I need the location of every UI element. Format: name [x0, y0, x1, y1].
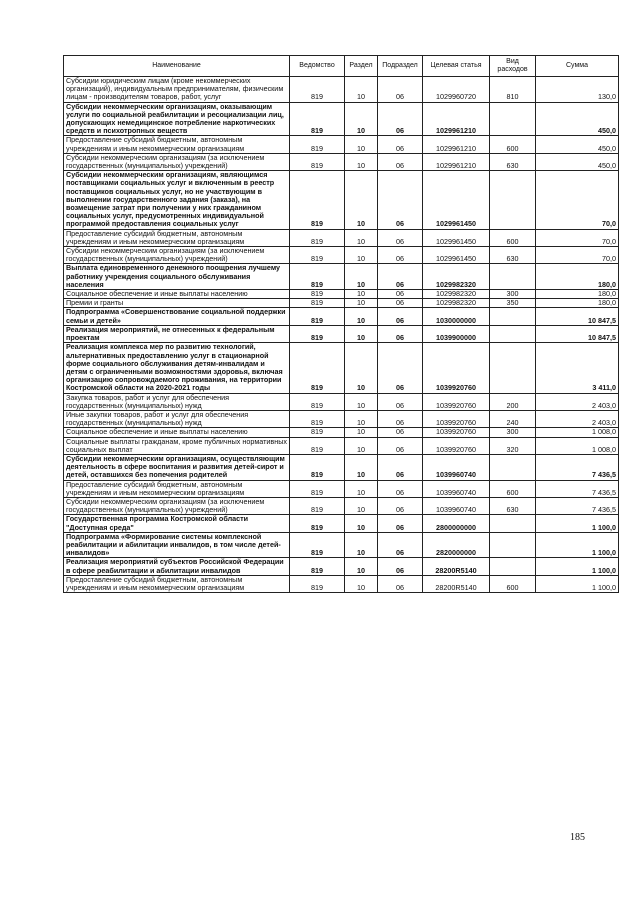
cell-kind	[490, 532, 536, 558]
cell-dept: 819	[290, 153, 345, 170]
cell-kind: 810	[490, 77, 536, 103]
table-row	[64, 247, 619, 264]
cell-target: 1029982320	[423, 290, 490, 299]
cell-name: Социальные выплаты гражданам, кроме публичных нормативных социальных выплат	[64, 437, 290, 454]
cell-name: Социальное обеспечение и иные выплаты населению	[64, 290, 290, 299]
cell-name: Субсидии некоммерческим организациям (за исключением государственных (муниципальных) учреждений)	[64, 153, 290, 170]
cell-dept: 819	[290, 437, 345, 454]
cell-subsection: 06	[378, 325, 423, 342]
cell-section: 10	[345, 77, 378, 103]
cell-target: 1039960740	[423, 497, 490, 514]
cell-sum: 2 403,0	[536, 393, 619, 410]
cell-name: Субсидии юридическим лицам (кроме некоммерческих организаций), индивидуальным предпринимателям, физическим лицам - производителям товаров, работ, услуг	[64, 77, 290, 103]
cell-subsection: 06	[378, 532, 423, 558]
cell-subsection: 06	[378, 410, 423, 427]
cell-kind	[490, 325, 536, 342]
cell-sum: 70,0	[536, 171, 619, 229]
cell-dept: 819	[290, 497, 345, 514]
cell-sum: 10 847,5	[536, 308, 619, 325]
cell-target: 1029961210	[423, 102, 490, 136]
cell-target: 1039920760	[423, 343, 490, 393]
header-name: Наименование	[64, 56, 290, 77]
cell-dept: 819	[290, 454, 345, 480]
cell-subsection: 06	[378, 290, 423, 299]
cell-subsection: 06	[378, 515, 423, 532]
cell-dept: 819	[290, 558, 345, 575]
cell-dept: 819	[290, 171, 345, 229]
cell-subsection: 06	[378, 229, 423, 246]
table-row	[64, 480, 619, 497]
cell-sum: 180,0	[536, 290, 619, 299]
cell-kind: 600	[490, 229, 536, 246]
cell-name: Предоставление субсидий бюджетным, автономным учреждениям и иным некоммерческим организациям	[64, 575, 290, 592]
cell-sum: 7 436,5	[536, 454, 619, 480]
cell-section: 10	[345, 229, 378, 246]
header-target: Целевая статья	[423, 56, 490, 77]
cell-kind: 300	[490, 290, 536, 299]
cell-kind: 300	[490, 428, 536, 437]
cell-kind: 200	[490, 393, 536, 410]
cell-name: Реализация мероприятий, не отнесенных к федеральным проектам	[64, 325, 290, 342]
cell-target: 1030000000	[423, 308, 490, 325]
cell-section: 10	[345, 136, 378, 153]
cell-kind	[490, 454, 536, 480]
cell-kind	[490, 308, 536, 325]
table-row	[64, 558, 619, 575]
cell-section: 10	[345, 558, 378, 575]
cell-section: 10	[345, 454, 378, 480]
cell-sum: 7 436,5	[536, 480, 619, 497]
header-sum: Сумма	[536, 56, 619, 77]
cell-target: 1029961450	[423, 247, 490, 264]
cell-sum: 70,0	[536, 247, 619, 264]
cell-subsection: 06	[378, 428, 423, 437]
table-row	[64, 299, 619, 308]
cell-target: 1039920760	[423, 410, 490, 427]
cell-dept: 819	[290, 575, 345, 592]
cell-name: Иные закупки товаров, работ и услуг для обеспечения государственных (муниципальных) нужд	[64, 410, 290, 427]
cell-sum: 1 100,0	[536, 515, 619, 532]
cell-subsection: 06	[378, 171, 423, 229]
table-row	[64, 77, 619, 103]
cell-dept: 819	[290, 264, 345, 290]
cell-name: Предоставление субсидий бюджетным, автономным учреждениям и иным некоммерческим организациям	[64, 136, 290, 153]
cell-kind: 630	[490, 247, 536, 264]
cell-target: 1039920760	[423, 437, 490, 454]
cell-sum: 180,0	[536, 299, 619, 308]
table-row	[64, 229, 619, 246]
cell-kind: 600	[490, 136, 536, 153]
cell-kind: 630	[490, 497, 536, 514]
cell-kind	[490, 264, 536, 290]
table-header	[64, 56, 619, 77]
header-section: Раздел	[345, 56, 378, 77]
cell-name: Премии и гранты	[64, 299, 290, 308]
cell-section: 10	[345, 264, 378, 290]
cell-sum: 3 411,0	[536, 343, 619, 393]
cell-section: 10	[345, 308, 378, 325]
budget-table	[63, 55, 619, 593]
cell-name: Социальное обеспечение и иные выплаты населению	[64, 428, 290, 437]
cell-dept: 819	[290, 532, 345, 558]
cell-subsection: 06	[378, 264, 423, 290]
cell-subsection: 06	[378, 299, 423, 308]
cell-sum: 10 847,5	[536, 325, 619, 342]
table-row	[64, 393, 619, 410]
cell-subsection: 06	[378, 437, 423, 454]
cell-name: Реализация комплекса мер по развитию технологий, альтернативных предоставлению услуг в стационарной форме социального обслуживания детям-инвалидам и детям с ограниченными возможностями здоровья, включая организацию сопровождаемого проживания, на территории Костромской области на 2020-2021 годы	[64, 343, 290, 393]
cell-section: 10	[345, 497, 378, 514]
cell-name: Подпрограмма «Совершенствование социальной поддержки семьи и детей»	[64, 308, 290, 325]
cell-name: Субсидии некоммерческим организациям, оказывающим услуги по социальной реабилитации и ресоциализации лиц, допускающих немедицинское потребление наркотических средств и психотропных веществ	[64, 102, 290, 136]
cell-target: 1029961210	[423, 136, 490, 153]
cell-sum: 1 100,0	[536, 532, 619, 558]
cell-subsection: 06	[378, 575, 423, 592]
cell-section: 10	[345, 437, 378, 454]
cell-subsection: 06	[378, 558, 423, 575]
cell-target: 1029982320	[423, 299, 490, 308]
cell-kind: 240	[490, 410, 536, 427]
cell-kind: 600	[490, 480, 536, 497]
cell-sum: 7 436,5	[536, 497, 619, 514]
cell-sum: 130,0	[536, 77, 619, 103]
table-row	[64, 428, 619, 437]
cell-dept: 819	[290, 410, 345, 427]
cell-target: 1029961210	[423, 153, 490, 170]
cell-section: 10	[345, 343, 378, 393]
cell-sum: 1 008,0	[536, 437, 619, 454]
cell-target: 1039960740	[423, 480, 490, 497]
cell-target: 1029960720	[423, 77, 490, 103]
cell-subsection: 06	[378, 343, 423, 393]
table-row	[64, 532, 619, 558]
header-dept: Ведомство	[290, 56, 345, 77]
cell-dept: 819	[290, 247, 345, 264]
cell-section: 10	[345, 410, 378, 427]
cell-name: Реализация мероприятий субъектов Российской Федерации в сфере реабилитации и абилитации инвалидов	[64, 558, 290, 575]
cell-target: 1029961450	[423, 171, 490, 229]
cell-section: 10	[345, 153, 378, 170]
cell-section: 10	[345, 102, 378, 136]
cell-subsection: 06	[378, 102, 423, 136]
cell-section: 10	[345, 247, 378, 264]
cell-dept: 819	[290, 308, 345, 325]
cell-subsection: 06	[378, 497, 423, 514]
cell-kind	[490, 343, 536, 393]
cell-sum: 2 403,0	[536, 410, 619, 427]
cell-name: Государственная программа Костромской области "Доступная среда"	[64, 515, 290, 532]
cell-dept: 819	[290, 343, 345, 393]
cell-target: 2800000000	[423, 515, 490, 532]
cell-target: 1039960740	[423, 454, 490, 480]
cell-subsection: 06	[378, 393, 423, 410]
cell-name: Субсидии некоммерческим организациям (за исключением государственных (муниципальных) учреждений)	[64, 497, 290, 514]
table-row	[64, 410, 619, 427]
table-row	[64, 497, 619, 514]
cell-kind	[490, 558, 536, 575]
cell-subsection: 06	[378, 308, 423, 325]
cell-kind	[490, 515, 536, 532]
table-row	[64, 102, 619, 136]
cell-kind: 320	[490, 437, 536, 454]
cell-subsection: 06	[378, 136, 423, 153]
page-number: 185	[570, 832, 585, 843]
table-row	[64, 264, 619, 290]
header-kind: Вид расходов	[490, 56, 536, 77]
cell-section: 10	[345, 290, 378, 299]
cell-dept: 819	[290, 480, 345, 497]
cell-subsection: 06	[378, 480, 423, 497]
cell-sum: 180,0	[536, 264, 619, 290]
cell-target: 1039920760	[423, 428, 490, 437]
table-row	[64, 136, 619, 153]
cell-section: 10	[345, 515, 378, 532]
cell-name: Закупка товаров, работ и услуг для обеспечения государственных (муниципальных) нужд	[64, 393, 290, 410]
cell-dept: 819	[290, 299, 345, 308]
cell-sum: 1 100,0	[536, 575, 619, 592]
cell-target: 1029961450	[423, 229, 490, 246]
cell-sum: 1 008,0	[536, 428, 619, 437]
cell-sum: 450,0	[536, 153, 619, 170]
cell-kind	[490, 102, 536, 136]
cell-section: 10	[345, 171, 378, 229]
cell-target: 28200R5140	[423, 558, 490, 575]
table-row	[64, 575, 619, 592]
cell-dept: 819	[290, 229, 345, 246]
cell-section: 10	[345, 393, 378, 410]
cell-target: 2820000000	[423, 532, 490, 558]
cell-name: Субсидии некоммерческим организациям, являющимся поставщиками социальных услуг и включенным в реестр поставщиков социальных услуг, но не участвующим в выполнении государственного задания (заказа), на возмещение затрат при получении у них гражданином социальных услуг, предусмотренных индивидуальной программой предоставления социальных услуг	[64, 171, 290, 229]
table-row	[64, 308, 619, 325]
table-row	[64, 325, 619, 342]
cell-name: Субсидии некоммерческим организациям (за исключением государственных (муниципальных) учреждений)	[64, 247, 290, 264]
cell-dept: 819	[290, 77, 345, 103]
cell-target: 1039900000	[423, 325, 490, 342]
table-row	[64, 515, 619, 532]
table-row	[64, 343, 619, 393]
cell-section: 10	[345, 532, 378, 558]
cell-dept: 819	[290, 325, 345, 342]
cell-target: 1039920760	[423, 393, 490, 410]
cell-kind: 600	[490, 575, 536, 592]
table-body	[64, 77, 619, 593]
cell-subsection: 06	[378, 247, 423, 264]
cell-kind: 630	[490, 153, 536, 170]
cell-section: 10	[345, 428, 378, 437]
cell-section: 10	[345, 325, 378, 342]
cell-sum: 70,0	[536, 229, 619, 246]
cell-dept: 819	[290, 102, 345, 136]
table-row	[64, 454, 619, 480]
cell-dept: 819	[290, 428, 345, 437]
cell-section: 10	[345, 575, 378, 592]
cell-sum: 1 100,0	[536, 558, 619, 575]
cell-dept: 819	[290, 290, 345, 299]
cell-name: Предоставление субсидий бюджетным, автономным учреждениям и иным некоммерческим организациям	[64, 480, 290, 497]
cell-target: 28200R5140	[423, 575, 490, 592]
cell-name: Предоставление субсидий бюджетным, автономным учреждениям и иным некоммерческим организациям	[64, 229, 290, 246]
table-row	[64, 171, 619, 229]
table-row	[64, 153, 619, 170]
cell-sum: 450,0	[536, 136, 619, 153]
cell-target: 1029982320	[423, 264, 490, 290]
cell-name: Подпрограмма «Формирование системы комплексной реабилитации и абилитации инвалидов, в том числе детей-инвалидов»	[64, 532, 290, 558]
cell-kind	[490, 171, 536, 229]
cell-dept: 819	[290, 393, 345, 410]
cell-section: 10	[345, 299, 378, 308]
header-subsection: Подраздел	[378, 56, 423, 77]
cell-section: 10	[345, 480, 378, 497]
cell-dept: 819	[290, 136, 345, 153]
table-row	[64, 437, 619, 454]
cell-kind: 350	[490, 299, 536, 308]
cell-subsection: 06	[378, 77, 423, 103]
cell-subsection: 06	[378, 153, 423, 170]
table-row	[64, 290, 619, 299]
cell-dept: 819	[290, 515, 345, 532]
cell-subsection: 06	[378, 454, 423, 480]
cell-name: Выплата единовременного денежного поощрения лучшему работнику учреждения социального обслуживания населения	[64, 264, 290, 290]
cell-name: Субсидии некоммерческим организациям, осуществляющим деятельность в сфере воспитания и развития детей-сирот и детей, оставшихся без попечения родителей	[64, 454, 290, 480]
cell-sum: 450,0	[536, 102, 619, 136]
